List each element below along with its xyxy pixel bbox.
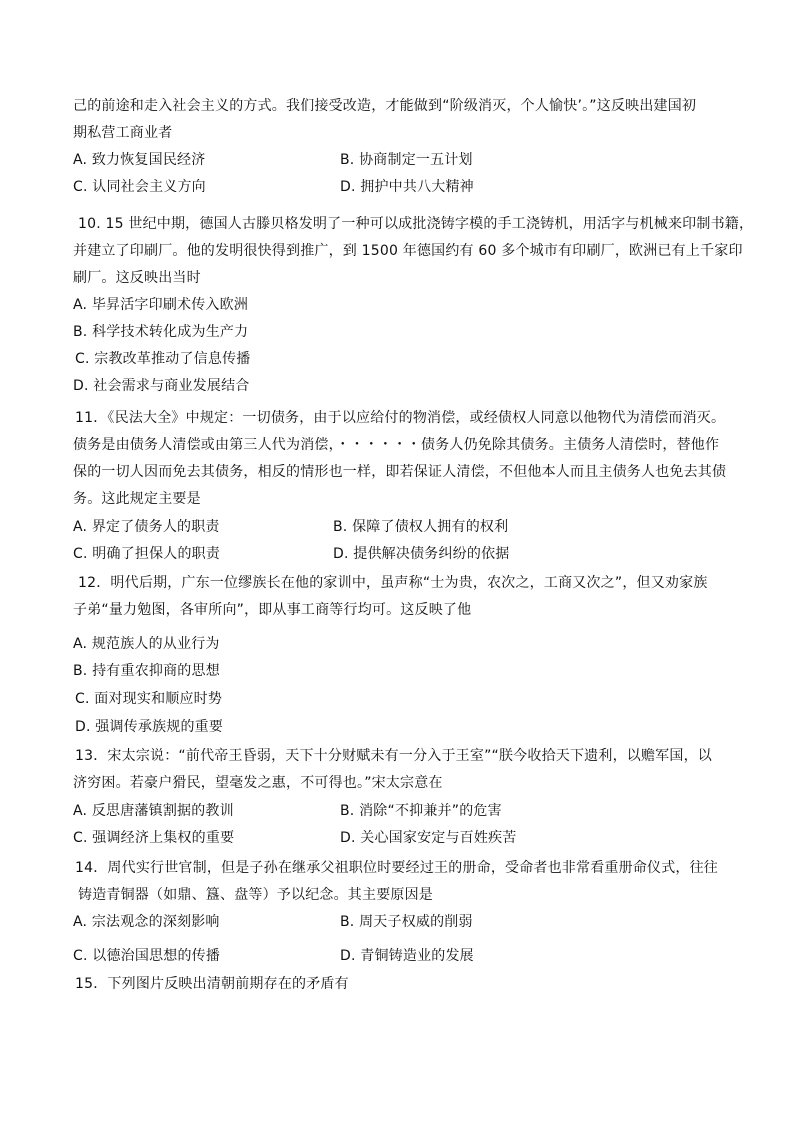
q14-line-1: 14．周代实行世官制，但是子孙在继承父祖职位时要经过王的册命，受命者也非常看重册命仪式，往往 bbox=[75, 860, 719, 876]
q13-option-c: C. 强调经济上集权的重要 bbox=[73, 830, 235, 846]
q10-line-1: 10. 15 世纪中期，德国人古滕贝格发明了一种可以成批浇铸字模的手工浇铸机，用活字与机械来印制书籍， bbox=[78, 216, 754, 232]
q10-option-c: C. 宗教改革推动了信息传播 bbox=[75, 351, 251, 367]
q10-line-3: 刷厂。这反映出当时 bbox=[73, 270, 201, 286]
q14-option-a: A. 宗法观念的深刻影响 bbox=[73, 914, 220, 930]
q12-line-2: 子弟“量力勉图，各审所向”，即从事工商等行均可。这反映了他 bbox=[73, 602, 472, 618]
q11-option-a: A. 界定了债务人的职责 bbox=[73, 519, 220, 535]
q14-option-b: B. 周天子权威的削弱 bbox=[340, 914, 473, 930]
q12-option-d: D. 强调传承族规的重要 bbox=[75, 719, 224, 735]
q14-option-c: C. 以德治国思想的传播 bbox=[73, 948, 221, 964]
q13-option-a: A. 反思唐藩镇割据的教训 bbox=[73, 803, 234, 819]
q10-option-b: B. 科学技术转化成为生产力 bbox=[73, 324, 249, 340]
q11-line-4: 务。这此规定主要是 bbox=[73, 491, 201, 507]
q11-option-b: B. 保障了债权人拥有的权利 bbox=[333, 519, 509, 535]
lead-in-option-b: B. 协商制定一五计划 bbox=[340, 152, 473, 168]
q12-line-1: 12．明代后期，广东一位缪族长在他的家训中，虽声称“士为贵，农次之，工商又次之”，但又劝家族 bbox=[78, 575, 708, 591]
lead-in-option-a: A. 致力恢复国民经济 bbox=[73, 152, 206, 168]
q11-line-2: 债务是由债务人清偿或由第三人代为消偿，・・・・・・债务人仍免除其债务。主债务人清偿时，替他作 bbox=[73, 437, 720, 453]
lead-in-option-c: C. 认同社会主义方向 bbox=[73, 179, 206, 195]
lead-in-line-2: 期私营工商业者 bbox=[73, 125, 173, 141]
q13-option-d: D. 关心国家安定与百姓疾苦 bbox=[340, 830, 517, 846]
q11-line-3: 保的一切人因而免去其债务，相反的情形也一样，即若保证人清偿，不但他本人而且主债务人也免去其债 bbox=[73, 464, 727, 480]
lead-in-line-1: 己的前途和走入社会主义的方式。我们接受改造，才能做到“阶级消灭，个人愉快’。”这反映出建国初 bbox=[73, 98, 697, 114]
q13-option-b: B. 消除“不抑兼并”的危害 bbox=[340, 803, 502, 819]
q11-option-c: C. 明确了担保人的职责 bbox=[73, 546, 221, 562]
lead-in-option-d: D. 拥护中共八大精神 bbox=[340, 179, 474, 195]
q14-option-d: D. 青铜铸造业的发展 bbox=[340, 948, 474, 964]
q13-line-2: 济穷困。若豪户猾民，望毫发之惠，不可得也。”宋太宗意在 bbox=[73, 775, 443, 791]
q14-line-2: 铸造青铜器（如鼎、簋、盘等）予以纪念。其主要原因是 bbox=[78, 887, 433, 903]
q11-option-d: D. 提供解决债务纠纷的依据 bbox=[333, 546, 510, 562]
q11-line-1: 11．《民法大全》中规定：一切债务，由于以应给付的物消偿，或经债权人同意以他物代为清偿而消灭。 bbox=[75, 410, 726, 426]
q10-option-a: A. 毕昇活字印刷术传入欧洲 bbox=[73, 297, 249, 313]
q12-option-c: C. 面对现实和顺应时势 bbox=[75, 691, 223, 707]
q12-option-a: A. 规范族人的从业行为 bbox=[73, 636, 220, 652]
q15-line-1: 15．下列图片反映出清朝前期存在的矛盾有 bbox=[75, 976, 349, 992]
q13-line-1: 13．宋太宗说：“前代帝王昏弱，天下十分财赋未有一分入于王室”“朕今收拾天下遗利，以赡军国，以 bbox=[75, 748, 712, 764]
q10-option-d: D. 社会需求与商业发展结合 bbox=[73, 378, 250, 394]
q10-line-2: 并建立了印刷厂。他的发明很快得到推广，到 1500 年德国约有 60 多个城市有印刷厂，欧洲已有上千家印 bbox=[73, 243, 743, 259]
q12-option-b: B. 持有重农抑商的思想 bbox=[73, 663, 220, 679]
